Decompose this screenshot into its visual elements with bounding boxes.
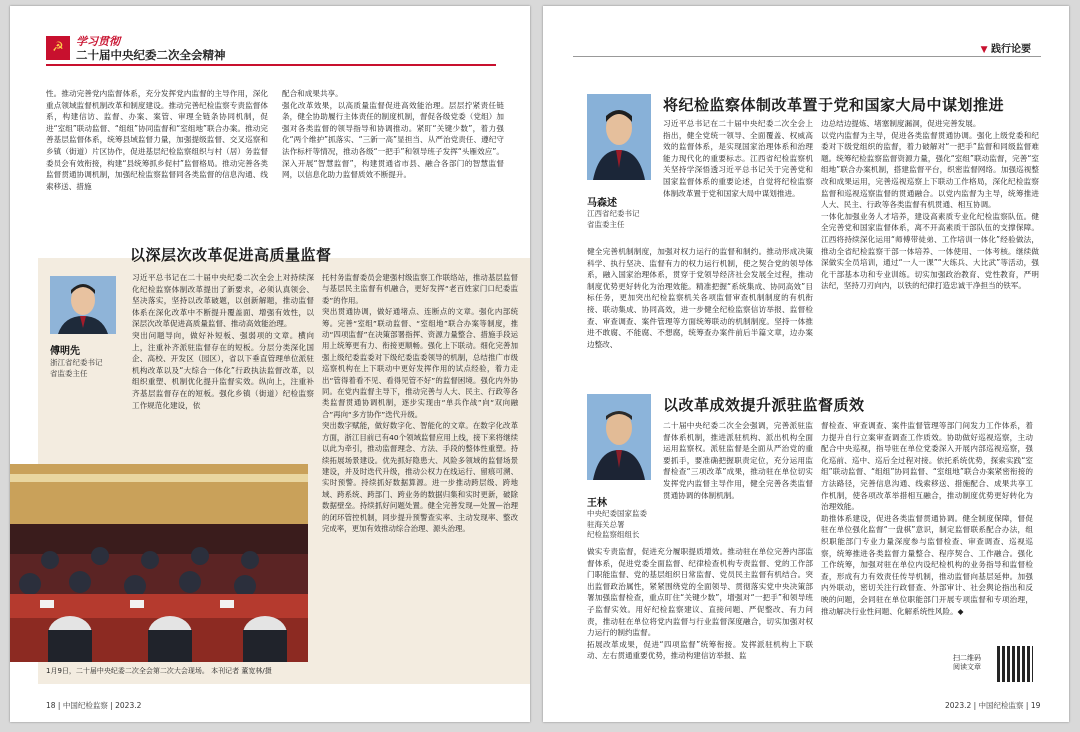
meeting-photo bbox=[10, 464, 308, 662]
author1-photo bbox=[587, 94, 651, 180]
triangle-marker-icon: ▼ bbox=[980, 45, 988, 55]
author1-name: 马森述 bbox=[587, 198, 617, 209]
author1-role: 江西省纪委书记 省监委主任 bbox=[587, 209, 640, 229]
party-emblem-icon: ☭ bbox=[46, 36, 70, 60]
article2-column-2: 督检查、审查调查、案件监督管理等部门间发力工作体系，着力提升自行立案审查调查工作质效。协助做好巡视巡察，主动配合中央巡视，指导驻在单位党委深入开展内部巡视巡察，强化巡前、巡中、巡后全过程对接。依托系统优势，探索实践“室组”联动监督、“组组”协同监督、“室组地”联合办案紧密衔接的方法路径，完善信息沟通、线索移送、措施配合、成果共享工作机制，使各项改革举措相互融合，推动制度优势更好转化为治理效能。 助推体系建设，促进各类监督贯通协调。健全制度保障，督促驻在单位强化监督“一盘棋”意识，制定监督联系配合办法，组织职能部门专业力量深度参与监督检查、审查调查、巡视巡察，统筹推进各类监督力量整合、程序契合、工作融合。强化工作统筹，加强对驻在单位内设纪检机构的业务指导和监督检查，形成有力有效责任传导机制，推动监督向基层延伸。加强内外联动，密切关注行政督查、外部审计、社会舆论指出和反映的问题，会同驻在单位职能部门开展专项监督和专项治理，推动解决行业性问题、化解系统性风险。◆ bbox=[821, 421, 1033, 616]
article1-column-1-bottom: 健全完善机制制度，加强对权力运行的监督和制约。推动形成决策科学、执行坚决、监督有力的权力运行机制，使之契合党的领导体系，融入国家治理体系，贯穿于党领导经济社会发展全过程，推动制度优势更好转化为治理效能。精准把握“系统集成、协同高效”目标任务，更加突出纪检监察机关各项监督审查机制制度的有机衔接、联动集成、协同高效，进一步健全纪检监察信访举报、监督检查、审查调查、案件管理等方面统筹联动的机制制度。坚持一体推进不敢腐、不能腐、不想腐，统筹查办案件前后半篇文章，边办案边整改、 bbox=[587, 247, 813, 349]
author-photo bbox=[50, 276, 116, 334]
article-column-1: 习近平总书记在二十届中央纪委二次全会上对持续深化纪检监察体制改革提出了新要求，必须认真领会、坚决落实，坚持以改革破题，以创新解题，推动监督体系在深化改革中不断提升覆盖面、增强有效性，以深层次改革促进高质量监督、推动高效能治理。 突出问题导向，做好补短板、强弱项的文章。横向上，注重补齐派驻监督存在的短板。分层分类深化国企、高校、开发区（园区），省以下垂直管理单位派驻机构改革以及“大综合一体化”行政执法监督改革，以组织重塑、机制优化提升监督实效。纵向上，注重补齐基层监督存在的短板。强化乡镇（街道）纪检监察工作规范化建设，依 bbox=[132, 273, 314, 410]
article-title: 以深层次改革促进高质量监督 bbox=[130, 246, 332, 264]
header-title: 二十届中央纪委二次全会精神 bbox=[76, 48, 226, 62]
author-role: 浙江省纪委书记 省监委主任 bbox=[50, 358, 103, 378]
right-page bbox=[543, 6, 1069, 722]
section-tag bbox=[981, 40, 1031, 55]
article2-column-1-bottom: 做实专责监督，促进充分履职提质增效。推动驻在单位完善内部监督体系，促进党委全面监督、纪律检查机构专责监督、党的工作部门职能监督、党的基层组织日常监督、党员民主监督有机结合。突出监督政治属性，紧紧围绕党的全面领导、贯彻落实党中央决策部署加强监督检查，重点盯住“关键少数”，增强对“一把手”和领导班子监督实效。用好纪检监察建议、直接问题、严促整改、有力问责，推动驻在单位将党内监督与行业监督深度融合，切实加强对权力运行的制约监督。 拓展改革成果，促进“四项监督”统筹衔接。发挥派驻机构上下联动、左右贯通重要优势，推动构建信访举报、监 bbox=[587, 547, 813, 661]
header-rule bbox=[46, 64, 496, 66]
left-page bbox=[10, 6, 530, 722]
intro-column-right: 配合和成果共享。 强化改革效果，以高质量监督促进高效能治理。层层拧紧责任链条，健全协助履行主体责任的制度机制，督促各级党委（党组）加强对各类监督的领导指导和协调推动。紧盯“关键少数”，着力强化“两个维护”抓落实、“三新一高”显担当、从严治党责任、遵纪守法作标杆等情况，推动各级“一把手”和领导班子发挥“头雁效应”。深入开展“智慧监督”，构建贯通省市县、融合各部门的智慧监督网，以信息化助力监督质效不断提升。 bbox=[282, 89, 504, 180]
author2-photo bbox=[587, 394, 651, 480]
photo-caption: 1月9日，二十届中央纪委二次全会第二次大会现场。 本刊记者 董宽林/摄 bbox=[46, 667, 272, 675]
author2-role: 中央纪委国家监委 驻海关总署 纪检监察组组长 bbox=[587, 509, 647, 539]
author2-name: 王林 bbox=[587, 498, 607, 509]
article1-title: 将纪检监察体制改革置于党和国家大局中谋划推进 bbox=[663, 96, 1005, 114]
author-name: 傅明先 bbox=[50, 346, 80, 357]
article-column-2: 托村务监督委员会建强村级监察工作联络站，推动基层监督与基层民主监督有机融合，更好发挥“老百姓家门口纪委监委”的作用。 突出贯通协调，做好通堵点、连断点的文章。强化内部统筹。完善“室组”联动监督、“室组地”联合办案等制度，推动“四项监督”在决策部署指挥、资源力量整合、措施手段运用上统筹更有力、衔接更顺畅。强化上下联动。细化完善加强上级纪委监委对下级纪委监委领导的机制，总结推广市级巡察机构在上下联动中更好发挥作用的试点经验，着力走出“管得着看不见、看得见管不好”的监督困境。强化内外协同。在党内监督主导下，推动完善与人大、民主、行政等各类监督贯通协调机制，逐步实现由“单兵作战”向“双向融合”再向“多方协作”迭代升级。 突出数字赋能，做好数字化、智能化的文章。在数字化改革方面，浙江目前已有40个领域监督应用上线，接下来将继续以此为牵引，推动监督理念、方法、手段的整体性重塑。持续拓展场景建设。优先抓好隐患大、风险多领域的监督场景建设，并及时迭代升级，推动公权力在线运行、留痕可溯、实时预警。持续抓好数据算源。进一步推动跨层级、跨地域、跨系统、跨部门、跨业务的数据归集和实时更新，破除数据壁垒。持续抓好问题处置。健全完善发现—处置—治理的闭环管控机制，同步提升预警查实率、主动发现率、整改完成率，更加有效推动综合治理、源头治理。 bbox=[322, 273, 518, 533]
article1-column-1-top: 习近平总书记在二十届中央纪委二次全会上指出，健全党统一领导、全面覆盖、权威高效的监督体系，是实现国家治理体系和治理能力现代化的重要标志。江西省纪检监察机关坚持学深悟透习近平总书记关于完善党和国家监督体系的重要论述，自觉将纪检监察体制改革置于党和国家大局中谋划推进。 bbox=[663, 119, 813, 198]
article2-column-1-top: 二十届中央纪委二次全会强调，完善派驻监督体系机制，推进派驻机构、派出机构全面运用监察权。派驻监督是全面从严治党的重要抓手，要准确把握职责定位，充分运用监督检查“三项改革”成果，推动驻在单位切实发挥党内监督主导作用，健全完善各类监督贯通协调的体制机制。 bbox=[663, 421, 813, 500]
section-tag-label: 践行论要 bbox=[991, 44, 1031, 55]
intro-column-left: 性。推动完善党内监督体系，充分发挥党内监督的主导作用，深化重点领域监督机制改革和制度建设。推动完善纪检监察专责监督体系，构建信访、监督、办案、案管、审理全链条协同机制，促进“室组”联动监督、“组组”协同监督和“室组地”联合办案。推动完善基层监督体系，统筹县域监督力量，加强提级监督、交叉巡察和乡镇（街道）片区协作，促进基层纪检监察组织与村（居）务监督委员会有效衔接，构建“县统筹抓乡促村”监督格局。推动完善各类监督贯通协调机制，加强纪检监察监督同各类监督的信息沟通、线索移送、措施 bbox=[46, 89, 268, 191]
qr-code-icon[interactable] bbox=[997, 646, 1033, 682]
section-rule bbox=[573, 56, 1041, 57]
page-folio: 2023.2 | 中国纪检监察 | 19 bbox=[945, 701, 1041, 710]
article2-title: 以改革成效提升派驻监督质效 bbox=[663, 396, 865, 414]
page-folio: 18 | 中国纪检监察 | 2023.2 bbox=[46, 701, 142, 710]
header-kicker: 学习贯彻 bbox=[76, 35, 120, 48]
article1-column-2: 边总结边提炼、堵塞制度漏洞，促进完善发展。 以党内监督为主导，促进各类监督贯通协调。强化上级党委和纪委对下级党组织的监督，着力破解对“一把手”监督和同级监督难题。统筹纪检监察监督资源力量，强化“室组”联动监督，完善“室组地”联合办案机制，搭建监督平台，织密监督网络。加强巡视整改和成果运用，完善巡视巡察上下联动工作格局，深化纪检监察监督和巡视巡察监督的贯通融合。以党内监督为主导，统筹推进人大、民主、行政等各类监督有机贯通、相互协调。 一体化加强业务人才培养，建设高素质专业化纪检监察队伍。健全完善党和国家监督体系，离不开高素质干部队伍的支撑保障。江西将持续深化运用“师傅带徒弟、工作培训一体化”经验做法，推动全省纪检监察干部一体培养、一体使用、一体考核。继续做深做实全员培训，通过“一人一课”“大练兵、大比武”等活动，强化干部基本功和专业训练。切实加强政治教育、党性教育，严明法纪，坚持刀刃向内，以铁的纪律打造忠诚干净担当的铁军。 bbox=[821, 119, 1039, 291]
qr-label: 扫二维码 阅读文章 bbox=[953, 654, 981, 671]
